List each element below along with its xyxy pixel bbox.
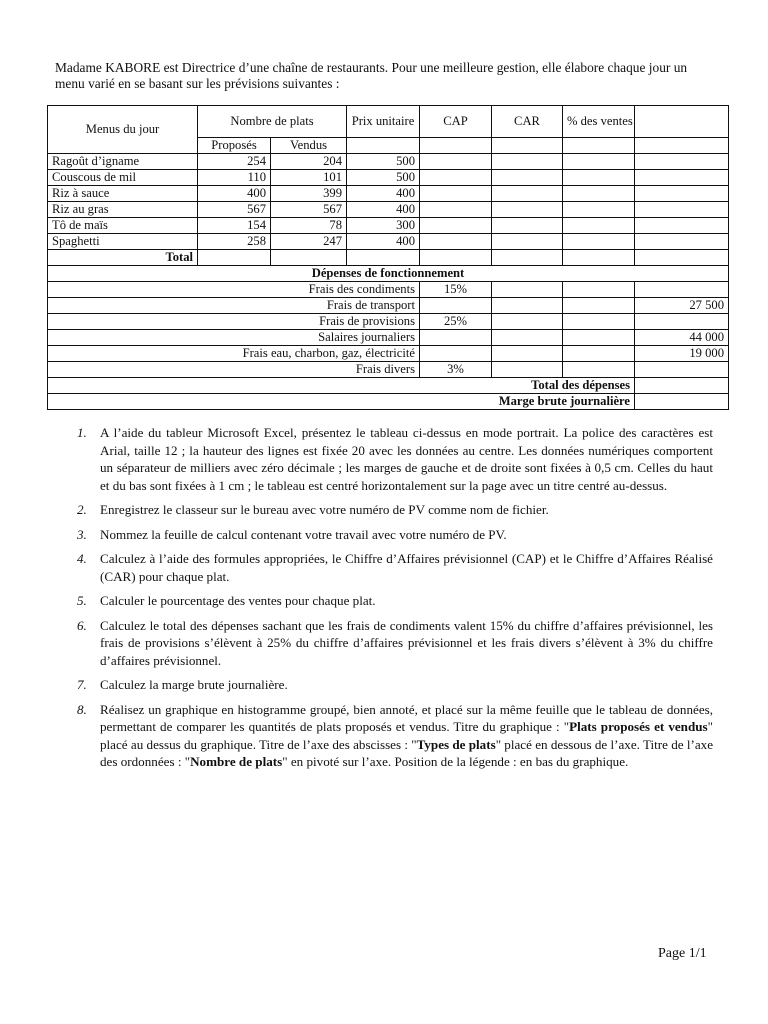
question-text: Calculer le pourcentage des ventes pour chaque plat. <box>100 593 376 608</box>
menu-prix: 400 <box>347 202 420 218</box>
menu-proposes: 110 <box>198 170 271 186</box>
menu-proposes: 258 <box>198 234 271 250</box>
header-pct: % des ventes <box>563 106 635 138</box>
total-depenses-row <box>48 378 729 394</box>
menu-empty <box>635 186 729 202</box>
header-car: CAR <box>492 106 563 138</box>
menu-pct <box>563 234 635 250</box>
menu-pct <box>563 154 635 170</box>
header-prix: Prix unitaire <box>347 106 420 138</box>
menu-name: Ragoût d’igname <box>48 154 198 170</box>
question-text: Enregistrez le classeur sur le bureau avec votre numéro de PV comme nom de fichier. <box>100 502 549 517</box>
depense-label: Frais de transport <box>48 298 420 314</box>
question-number: 3. <box>77 526 87 542</box>
menu-empty <box>635 218 729 234</box>
depense-rate: 15% <box>420 282 492 298</box>
question-item <box>55 424 713 494</box>
marge-label: Marge brute journalière <box>48 394 635 410</box>
menu-empty <box>635 154 729 170</box>
menu-vendus: 101 <box>271 170 347 186</box>
question-item <box>55 526 713 544</box>
table-row <box>48 170 729 186</box>
depense-row <box>48 298 729 314</box>
depense-row <box>48 282 729 298</box>
depense-label: Frais eau, charbon, gaz, électricité <box>48 346 420 362</box>
question-text: A l’aide du tableur Microsoft Excel, présentez le tableau ci-dessus en mode portrait. La police des caractères est Arial, taille 12 ; la hauteur des lignes est fixée 20 avec les données au centre. Les données numériques comportent un séparateur de milliers avec zéro décimale ; les marges de gauche et de droite sont fixées à 0,5 cm. Celles du haut et du bas sont fixées à 1 cm ; le tableau est centré horizontalement sur la page avec un titre centré au-dessus. <box>100 425 713 493</box>
forecast-table <box>47 105 729 410</box>
menu-car <box>492 186 563 202</box>
question-number: 4. <box>77 551 87 566</box>
menu-vendus: 399 <box>271 186 347 202</box>
depense-row <box>48 346 729 362</box>
menu-name: Riz au gras <box>48 202 198 218</box>
question-text: Nommez la feuille de calcul contenant votre travail avec votre numéro de PV. <box>100 526 507 542</box>
menu-prix: 300 <box>347 218 420 234</box>
menu-vendus: 204 <box>271 154 347 170</box>
menu-proposes: 400 <box>198 186 271 202</box>
menu-name: Spaghetti <box>48 234 198 250</box>
depense-amount <box>635 314 729 330</box>
total-row <box>48 250 729 266</box>
question-list <box>55 424 713 778</box>
header-proposes: Proposés <box>198 138 271 154</box>
question-item <box>55 676 713 694</box>
table-row <box>48 202 729 218</box>
header-menus: Menus du jour <box>48 106 198 154</box>
depense-row <box>48 362 729 378</box>
header-empty <box>635 106 729 138</box>
header-vendus: Vendus <box>271 138 347 154</box>
question-number: 6. <box>77 617 87 633</box>
question-number: 7. <box>77 677 87 692</box>
menu-proposes: 154 <box>198 218 271 234</box>
menu-cap <box>420 218 492 234</box>
depense-rate: 3% <box>420 362 492 378</box>
question-item <box>55 592 713 610</box>
question-number: 8. <box>77 701 87 717</box>
table-row <box>48 234 729 250</box>
depense-amount <box>635 282 729 298</box>
menu-car <box>492 154 563 170</box>
header-nombre: Nombre de plats <box>198 106 347 138</box>
menu-car <box>492 202 563 218</box>
menu-name: Tô de maïs <box>48 218 198 234</box>
depense-rate <box>420 330 492 346</box>
menu-cap <box>420 234 492 250</box>
depense-rate: 25% <box>420 314 492 330</box>
menu-pct <box>563 218 635 234</box>
menu-cap <box>420 170 492 186</box>
total-depenses-label: Total des dépenses <box>48 378 635 394</box>
page-number: Page 1/1 <box>658 946 707 961</box>
depense-row <box>48 330 729 346</box>
depense-label: Frais de provisions <box>48 314 420 330</box>
menu-empty <box>635 170 729 186</box>
depense-label: Frais divers <box>48 362 420 378</box>
menu-cap <box>420 202 492 218</box>
table-row <box>48 154 729 170</box>
menu-pct <box>563 202 635 218</box>
menu-prix: 400 <box>347 234 420 250</box>
question-item <box>55 617 713 670</box>
menu-car <box>492 234 563 250</box>
depense-amount: 44 000 <box>635 330 729 346</box>
depenses-title: Dépenses de fonctionnement <box>48 266 729 282</box>
depense-amount: 27 500 <box>635 298 729 314</box>
header-cap: CAP <box>420 106 492 138</box>
depense-amount: 19 000 <box>635 346 729 362</box>
menu-vendus: 78 <box>271 218 347 234</box>
menu-pct <box>563 186 635 202</box>
menu-name: Couscous de mil <box>48 170 198 186</box>
depense-rate <box>420 346 492 362</box>
question-text: Calculez le total des dépenses sachant que les frais de condiments valent 15% du chiffre d’affaires prévisionnel, les frais de provisions s’élèvent à 25% du chiffre d’affaires prévisionnel et les frais divers s’élèvent à 3% du chiffre d’affaires prévisionnel. <box>100 617 713 668</box>
menu-prix: 500 <box>347 154 420 170</box>
question-item <box>55 701 713 771</box>
marge-row <box>48 394 729 410</box>
depenses-title-row <box>48 266 729 282</box>
menu-empty <box>635 202 729 218</box>
question-item <box>55 501 713 519</box>
table-row <box>48 218 729 234</box>
menu-proposes: 567 <box>198 202 271 218</box>
question-item <box>55 550 713 585</box>
question-text: Calculez la marge brute journalière. <box>100 677 288 692</box>
menu-car <box>492 218 563 234</box>
menu-car <box>492 170 563 186</box>
menu-cap <box>420 154 492 170</box>
question-text: Calculez à l’aide des formules appropriées, le Chiffre d’Affaires prévisionnel (CAP) et le Chiffre d’Affaires Réalisé (CAR) pour chaque plat. <box>100 551 713 584</box>
menu-vendus: 247 <box>271 234 347 250</box>
depense-row <box>48 314 729 330</box>
question-text: Réalisez un graphique en histogramme groupé, bien annoté, et placé sur la même feuille que le tableau de données, permettant de comparer les quantités de plats proposés et vendus. Titre du graphique : "Plats proposés et vendus" placé au dessus du graphique. Titre de l’axe des abscisses : "Types de plats" placé en dessous de l’axe. Titre de l’axe des ordonnées : "Nombre de plats" en pivoté sur l’axe. Position de la légende : en bas du graphique. <box>100 701 714 769</box>
menu-prix: 400 <box>347 186 420 202</box>
depense-label: Salaires journaliers <box>48 330 420 346</box>
menu-proposes: 254 <box>198 154 271 170</box>
total-label: Total <box>48 250 198 266</box>
table-header-row <box>48 106 729 138</box>
menu-pct <box>563 170 635 186</box>
intro-paragraph: Madame KABORE est Directrice d’une chaîne de restaurants. Pour une meilleure gestion, elle élabore chaque jour un menu varié en se basant sur les prévisions suivantes : <box>55 60 688 91</box>
table-row <box>48 186 729 202</box>
menu-name: Riz à sauce <box>48 186 198 202</box>
menu-prix: 500 <box>347 170 420 186</box>
menu-vendus: 567 <box>271 202 347 218</box>
depense-label: Frais des condiments <box>48 282 420 298</box>
question-number: 2. <box>77 502 87 517</box>
depense-amount <box>635 362 729 378</box>
menu-empty <box>635 234 729 250</box>
depense-rate <box>420 298 492 314</box>
question-number: 1. <box>77 425 87 440</box>
menu-cap <box>420 186 492 202</box>
question-number: 5. <box>77 593 87 608</box>
